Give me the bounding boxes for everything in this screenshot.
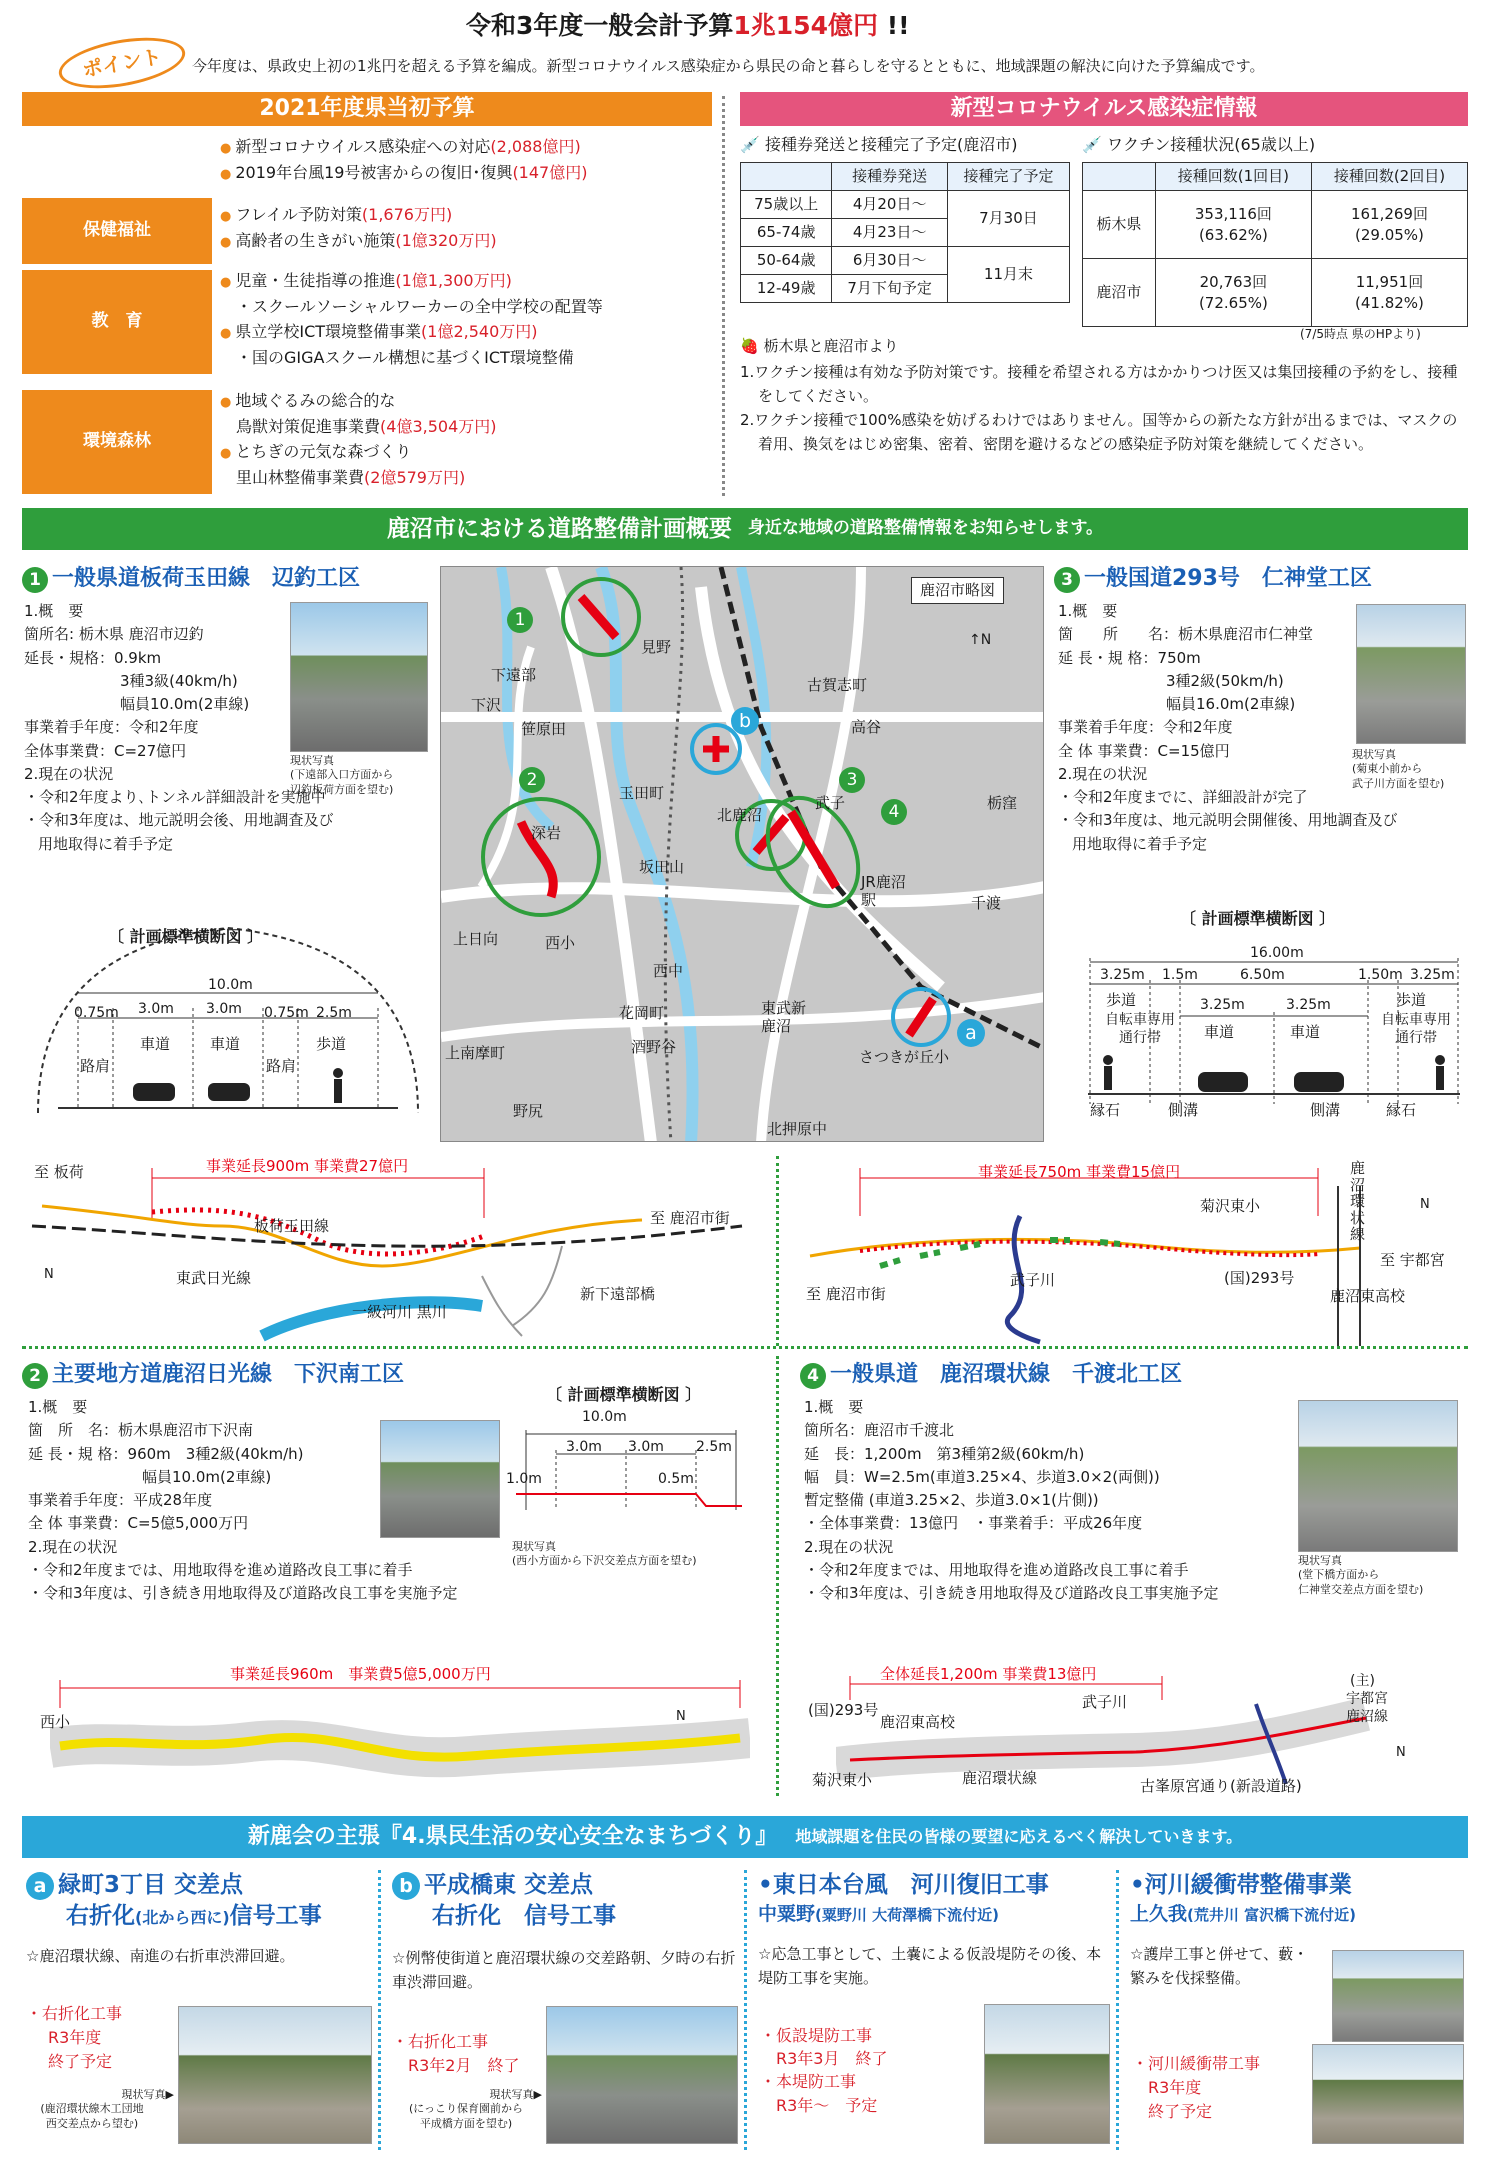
status-note: (7/5時点 県のHPより) [1300, 327, 1421, 341]
road4-details: 1.概 要 箇所名：鹿沼市千渡北 延 長：1,200m 第3種第2級(60km/h) 幅 員：W=2.5m(車道3.25×4、歩道3.0×2(両側)) 暫定整備 (車道3.25×2、歩道3.0×1(片側)) ・全体事業費：13億円 ・事業着手：平成26年度 2.現在の状況 ・令和2年度までは、用地取得を進め道路改良工事に着手 ・令和3年度は、引き続き用地取得及び道路改良工事実施予定 [804, 1398, 1219, 1602]
covid-heading: 新型コロナウイルス感染症情報 [740, 92, 1468, 126]
safety-item-b: b 平成橋東 交差点 右折化 信号工事 ☆例幣使街道と鹿沼環状線の交差路朝、夕時の右折車渋滞回避。 [392, 1872, 736, 1992]
roads-subheading: 身近な地域の道路整備情報をお知らせします。 [747, 518, 1104, 539]
car-icon [1294, 1072, 1344, 1092]
table-row: 50‐64歳 6月30日～ 11月末 [741, 247, 1070, 275]
road2-photo-caption: 現状写真 (西小方面から下沢交差点方面を望む) [512, 1540, 697, 1568]
road1-section-title: 〔 計画標準横断図 〕 [108, 927, 264, 946]
title-suffix: !! [886, 11, 910, 40]
roads-heading: 鹿沼市における道路整備計画概要 [386, 515, 732, 542]
divider [744, 1870, 747, 2150]
covid-source: 🍓 栃木県と鹿沼市より [740, 337, 899, 355]
safety-item-b-status: ・右折化工事 R3年2月 終了 [392, 2032, 520, 2075]
safety-subheading: 地域課題を住民の皆様の要望に応えるべく解決していきます。 [795, 1826, 1243, 1846]
north-arrow-icon: ↑N [969, 632, 992, 648]
safety-item-a: a 緑町3丁目 交差点 右折化(北から西に)信号工事 ☆鹿沼環状線、南進の右折車渋滞回避。 [26, 1872, 322, 1966]
title-prefix: 令和3年度一般会計予算 [466, 11, 734, 40]
safety-item-a-status: ・右折化工事 R3年度 終了予定 [26, 2004, 123, 2071]
safety-heading: 新鹿会の主張『4.県民生活の安心安全なまちづくり』 [247, 1823, 778, 1849]
safety-item-river-buffer: •河川緩衝帯整備事業 上久我(荒井川 富沢橋下流付近) ☆護岸工事と併せて、藪・繁みを伐採整備。 [1130, 1872, 1356, 1987]
road3-photo [1356, 604, 1466, 744]
road3-details: 1.概 要 箇 所 名：栃木県鹿沼市仁神堂 延 長・規 格：750m 3種2級(50km/h) 幅員16.0m(2車線) 事業着手年度：令和2年度 全 体 事業費：C=15億円 2.現在の状況 ・令和2年度までに、詳細設計が完了 ・令和3年度は、地元説明会開催後、用地調査及び 用地取得に着手予定 [1058, 602, 1398, 853]
north-arrow-icon: N [1420, 1197, 1430, 1212]
map-marker-3: 3 [839, 767, 869, 793]
roads-heading-bar [22, 508, 1468, 550]
safety-item-a-caption: 現状写真▶ (鹿沼環状線木工団地 西交差点から望む) [40, 2088, 174, 2130]
table-row: 65‐74歳 4月23日～ [741, 219, 1070, 247]
table-row: 75歳以上 4月20日～ 7月30日 [741, 191, 1070, 219]
budget-heading: 2021年度県当初予算 [22, 92, 712, 126]
status-table: 接種回数(1回目) 接種回数(2回目) 栃木県 353,116回 (63.62%) 161,269回 (29.05%) 鹿沼市 20,763回 (72.65%) 11,951回 (41.82%) [1082, 162, 1468, 327]
map-marker-2: 2 [519, 767, 549, 793]
safety-item-b-photo [546, 2006, 738, 2144]
road1-title: 1 一般県道板荷玉田線 辺釣工区 [22, 564, 360, 595]
pedestrian-icon [1435, 1055, 1445, 1065]
road2-section-title: 〔 計画標準横断図 〕 [546, 1385, 702, 1404]
safety-item-b-caption: 現状写真▶ (にっこり保育園前から 平成橋方面を望む) [408, 2088, 542, 2130]
map-roads [441, 567, 1044, 1142]
road3-section-title: 〔 計画標準横断図 〕 [1180, 909, 1336, 928]
safety-item-river-restoration: •東日本台風 河川復旧工事 中粟野(粟野川 大荷澤橋下流付近) ☆応急工事として、土嚢による仮設堤防その後、本堤防工事を実施。 [758, 1872, 1102, 1987]
covid-notes: 1.ワクチン接種は有効な予防対策です。接種を希望される方はかかりつけ医又は集団接種の予約をし、接種をしてください。 2.ワクチン接種で100%感染を妨げるわけではありません。国等からの新たな方針が出るまでは、マスクの着用、換気をはじめ密集、密着、密閉を避けるなどの感染症予防対策を継続してください。 [740, 363, 1458, 453]
intro-text: 今年度は、県政史上初の1兆円を超える予算を編成。新型コロナウイルス感染症から県民の命と暮らしを守るとともに、地域課題の解決に向けた予算編成です。 [192, 57, 1265, 75]
north-arrow-icon: N [676, 1709, 686, 1724]
table-row: 12‐49歳 7月下旬予定 [741, 275, 1070, 303]
status-title: 💉 ワクチン接種状況(65歳以上) [1082, 135, 1316, 154]
point-badge [55, 29, 189, 97]
north-arrow-icon: N [44, 1267, 54, 1282]
divider [378, 1870, 381, 2150]
pedestrian-icon [333, 1068, 343, 1078]
budget-top-item: ● 2019年台風19号被害からの復旧･復興(147億円) [220, 160, 587, 186]
budget-top-item: ● 新型コロナウイルス感染症への対応(2,088億円) [220, 134, 587, 160]
safety-item-river-buffer-photo-2 [1312, 2044, 1464, 2144]
road4-title: 4 一般県道 鹿沼環状線 千渡北工区 [800, 1360, 1182, 1391]
schedule-table: 接種券発送 接種完了予定 75歳以上 4月20日～ 7月30日 65‐74歳 4月23日～ 50‐64歳 6月30日～ 11月末 12‐49歳 7月下旬予定 [740, 162, 1070, 303]
north-arrow-icon: N [1396, 1745, 1406, 1760]
category-environment: 環境森林 [22, 390, 212, 494]
divider [776, 1356, 779, 1796]
road2-title: 2 主要地方道鹿沼日光線 下沢南工区 [22, 1360, 404, 1391]
map-marker-a: a [957, 1019, 989, 1047]
road4-photo [1298, 1400, 1458, 1552]
title-amount: 1兆154億円 [733, 11, 878, 40]
road4-photo-caption: 現状写真 (堂下橋方面から 仁神堂交差点方面を望む) [1298, 1554, 1424, 1596]
point-label: ポイント [80, 44, 164, 82]
car-icon [208, 1083, 250, 1101]
safety-item-river-restoration-status: ・仮設堤防工事 R3年3月 終了 ・本堤防工事 R3年～ 予定 [760, 2026, 888, 2115]
page-title [466, 8, 910, 43]
divider [22, 1346, 1468, 1349]
safety-item-river-restoration-photo [984, 2004, 1110, 2144]
road1-details: 1.概 要 箇所名: 栃木県 鹿沼市辺釣 延長・規格：0.9km 3種3級(40km/h) 幅員10.0m(2車線) 事業着手年度：令和2年度 全体事業費：C=27億円 2.現在の状況 ・令和2年度より､トンネル詳細設計を実施中 ・令和3年度は、地元説明会後、用地調査及び 用地取得に着手予定 [24, 602, 334, 853]
map-label: 鹿沼市略図 [911, 577, 1004, 604]
table-row: 栃木県 353,116回 (63.62%) 161,269回 (29.05%) [1083, 191, 1468, 259]
map-marker-1: 1 [507, 607, 537, 633]
road3-photo-caption: 現状写真 (菊東小前から 武子川方面を望む) [1352, 748, 1445, 790]
road3-title: 3 一般国道293号 仁神堂工区 [1054, 564, 1372, 595]
road1-photo [290, 602, 428, 752]
road1-photo-caption: 現状写真 (下遠部入口方面から 辺釣板荷方面を望む) [290, 754, 394, 796]
map-marker-b: b [731, 707, 763, 735]
category-health: 保健福祉 [22, 198, 212, 264]
safety-item-river-buffer-status: ・河川緩衝帯工事 R3年度 終了予定 [1132, 2054, 1261, 2121]
car-icon [133, 1083, 175, 1101]
divider [776, 1156, 779, 1346]
budget-top-items [220, 134, 587, 186]
schedule-title: 💉 接種券発送と接種完了予定(鹿沼市) [740, 135, 1018, 154]
road2-details: 1.概 要 箇 所 名：栃木県鹿沼市下沢南 延 長・規 格：960m 3種2級(40km/h) 幅員10.0m(2車線) 事業着手年度：平成28年度 全 体 事業費：C=5億5,000万円 2.現在の状況 ・令和2年度までは、用地取得を進め道路改良工事に着手 ・令和3年度は、引き続き用地取得及び道路改良工事を実施予定 [28, 1398, 458, 1602]
safety-item-a-photo [178, 2006, 372, 2144]
road2-photo [380, 1420, 500, 1538]
category-education-items: ● 児童・生徒指導の推進(1億1,300万円) ・スクールソーシャルワーカーの全中学校の配置等 ● 県立学校ICT環境整備事業(1億2,540万円) ・国のGIGAスクール構想に基づくICT環境整備 [220, 268, 603, 371]
map-marker-4: 4 [881, 799, 911, 825]
safety-heading-bar [22, 1816, 1468, 1858]
car-icon [1198, 1072, 1248, 1092]
category-health-items: ● フレイル予防対策(1,676万円) ● 高齢者の生きがい施策(1億320万円) [220, 202, 497, 254]
category-education: 教 育 [22, 270, 212, 374]
table-row: 鹿沼市 20,763回 (72.65%) 11,951回 (41.82%) [1083, 259, 1468, 327]
pedestrian-icon [1103, 1055, 1113, 1065]
divider [1116, 1870, 1119, 2150]
safety-item-river-buffer-photo-1 [1332, 1950, 1464, 2042]
category-environment-items: ● 地域ぐるみの総合的な 鳥獣対策促進事業費(4億3,504万円) ● とちぎの元気な森づくり 里山林整備事業費(2億579万円) [220, 388, 497, 491]
area-map: 鹿沼市略図 ↑N 1 2 3 4 b a 見野 古賀志町 高谷 下遠部 下沢 笹原田 玉田町 北鹿沼 武子 栃窪 深岩 坂田山 JR鹿沼駅 千渡 上日向 西小 西中 花岡町 東武新鹿沼 上南摩町 酒野谷 さつきが丘小 野尻 北押原中 [440, 566, 1044, 1142]
divider [722, 96, 725, 496]
